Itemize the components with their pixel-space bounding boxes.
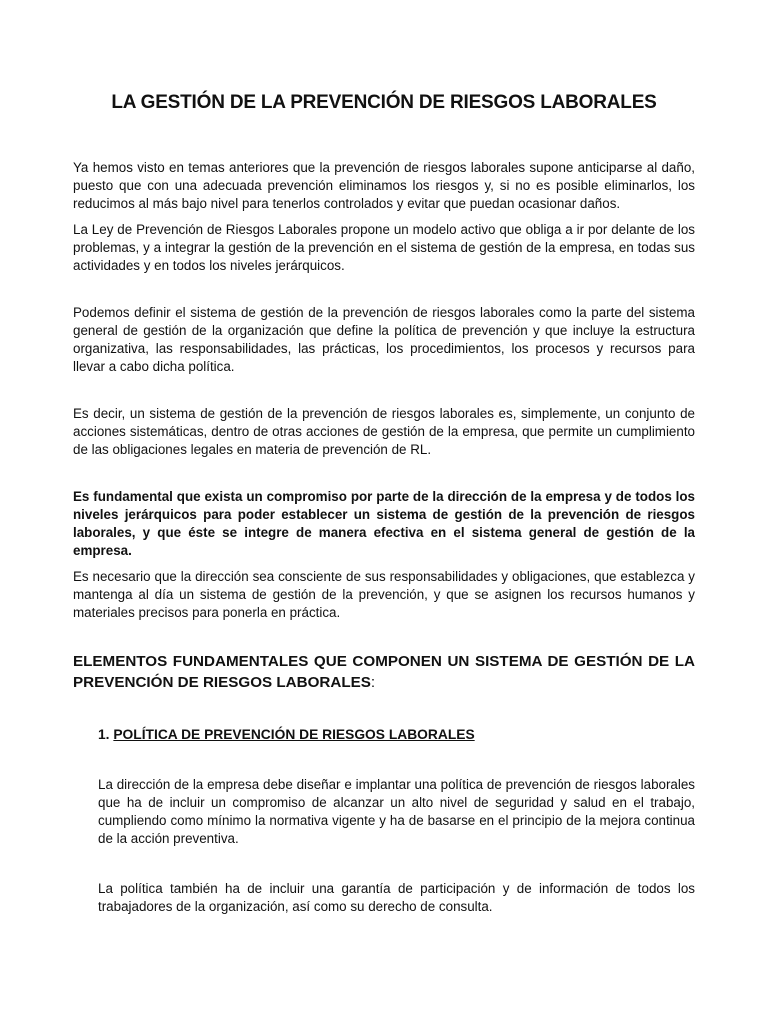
paragraph-5-bold: Es fundamental que exista un compromiso por parte de la dirección de la empresa y de todos los niveles jerárquicos para poder establecer un sistema de gestión de la prevención de riesgos laborales, y que éste se integre de manera efectiva en el sistema general de gestión de la empresa. xyxy=(73,489,695,558)
subsection-paragraph-1: La dirección de la empresa debe diseñar e implantar una política de prevención de riesgos laborales que ha de incluir un compromiso de alcanzar un alto nivel de seguridad y salud en el trabajo, cumpliendo como mínimo la normativa vigente y ha de basarse en el principio de la mejora continua de la acción preventiva. xyxy=(98,777,695,846)
paragraph-1: Ya hemos visto en temas anteriores que la prevención de riesgos laborales supone anticiparse al daño, puesto que con una adecuada prevención eliminamos los riesgos y, si no es posible eliminarlos, los reducimos al más bajo nivel para tenerlos controlados y evitar que puedan ocasionar daños. xyxy=(73,160,695,211)
paragraph-6: Es necesario que la dirección sea consciente de sus responsabilidades y obligaciones, que establezca y mantenga al día un sistema de gestión de la prevención, y que se asignen los recursos humanos y materiales precisos para ponerla en práctica. xyxy=(73,569,695,620)
subsection-paragraph-2: La política también ha de incluir una garantía de participación y de información de todos los trabajadores de la organización, así como su derecho de consulta. xyxy=(98,881,695,914)
subsection-number: 1. xyxy=(98,727,110,742)
section-heading-colon: : xyxy=(370,674,376,691)
subsection-heading xyxy=(98,726,695,744)
section-heading xyxy=(73,651,695,693)
paragraph-4: Es decir, un sistema de gestión de la prevención de riesgos laborales es, simplemente, un conjunto de acciones sistemáticas, dentro de otras acciones de gestión de la empresa, que permite un cumplimiento de las obligaciones legales en materia de prevención de RL. xyxy=(73,406,695,457)
document-title: LA GESTIÓN DE LA PREVENCIÓN DE RIESGOS LABORALES xyxy=(111,92,657,113)
paragraph-2: La Ley de Prevención de Riesgos Laborales propone un modelo activo que obliga a ir por delante de los problemas, y a integrar la gestión de la prevención en el sistema de gestión de la empresa, en todas sus actividades y en todos los niveles jerárquicos. xyxy=(73,222,695,273)
section-heading-text: ELEMENTOS FUNDAMENTALES QUE COMPONEN UN SISTEMA DE GESTIÓN DE LA PREVENCIÓN DE RIESGOS LABORALES xyxy=(73,653,695,691)
subsection-title: POLÍTICA DE PREVENCIÓN DE RIESGOS LABORALES xyxy=(113,727,475,742)
paragraph-3: Podemos definir el sistema de gestión de la prevención de riesgos laborales como la parte del sistema general de gestión de la organización que define la política de prevención y que incluye la estructura organizativa, las responsabilidades, las prácticas, los procedimientos, los procesos y recursos para llevar a cabo dicha política. xyxy=(73,305,695,374)
